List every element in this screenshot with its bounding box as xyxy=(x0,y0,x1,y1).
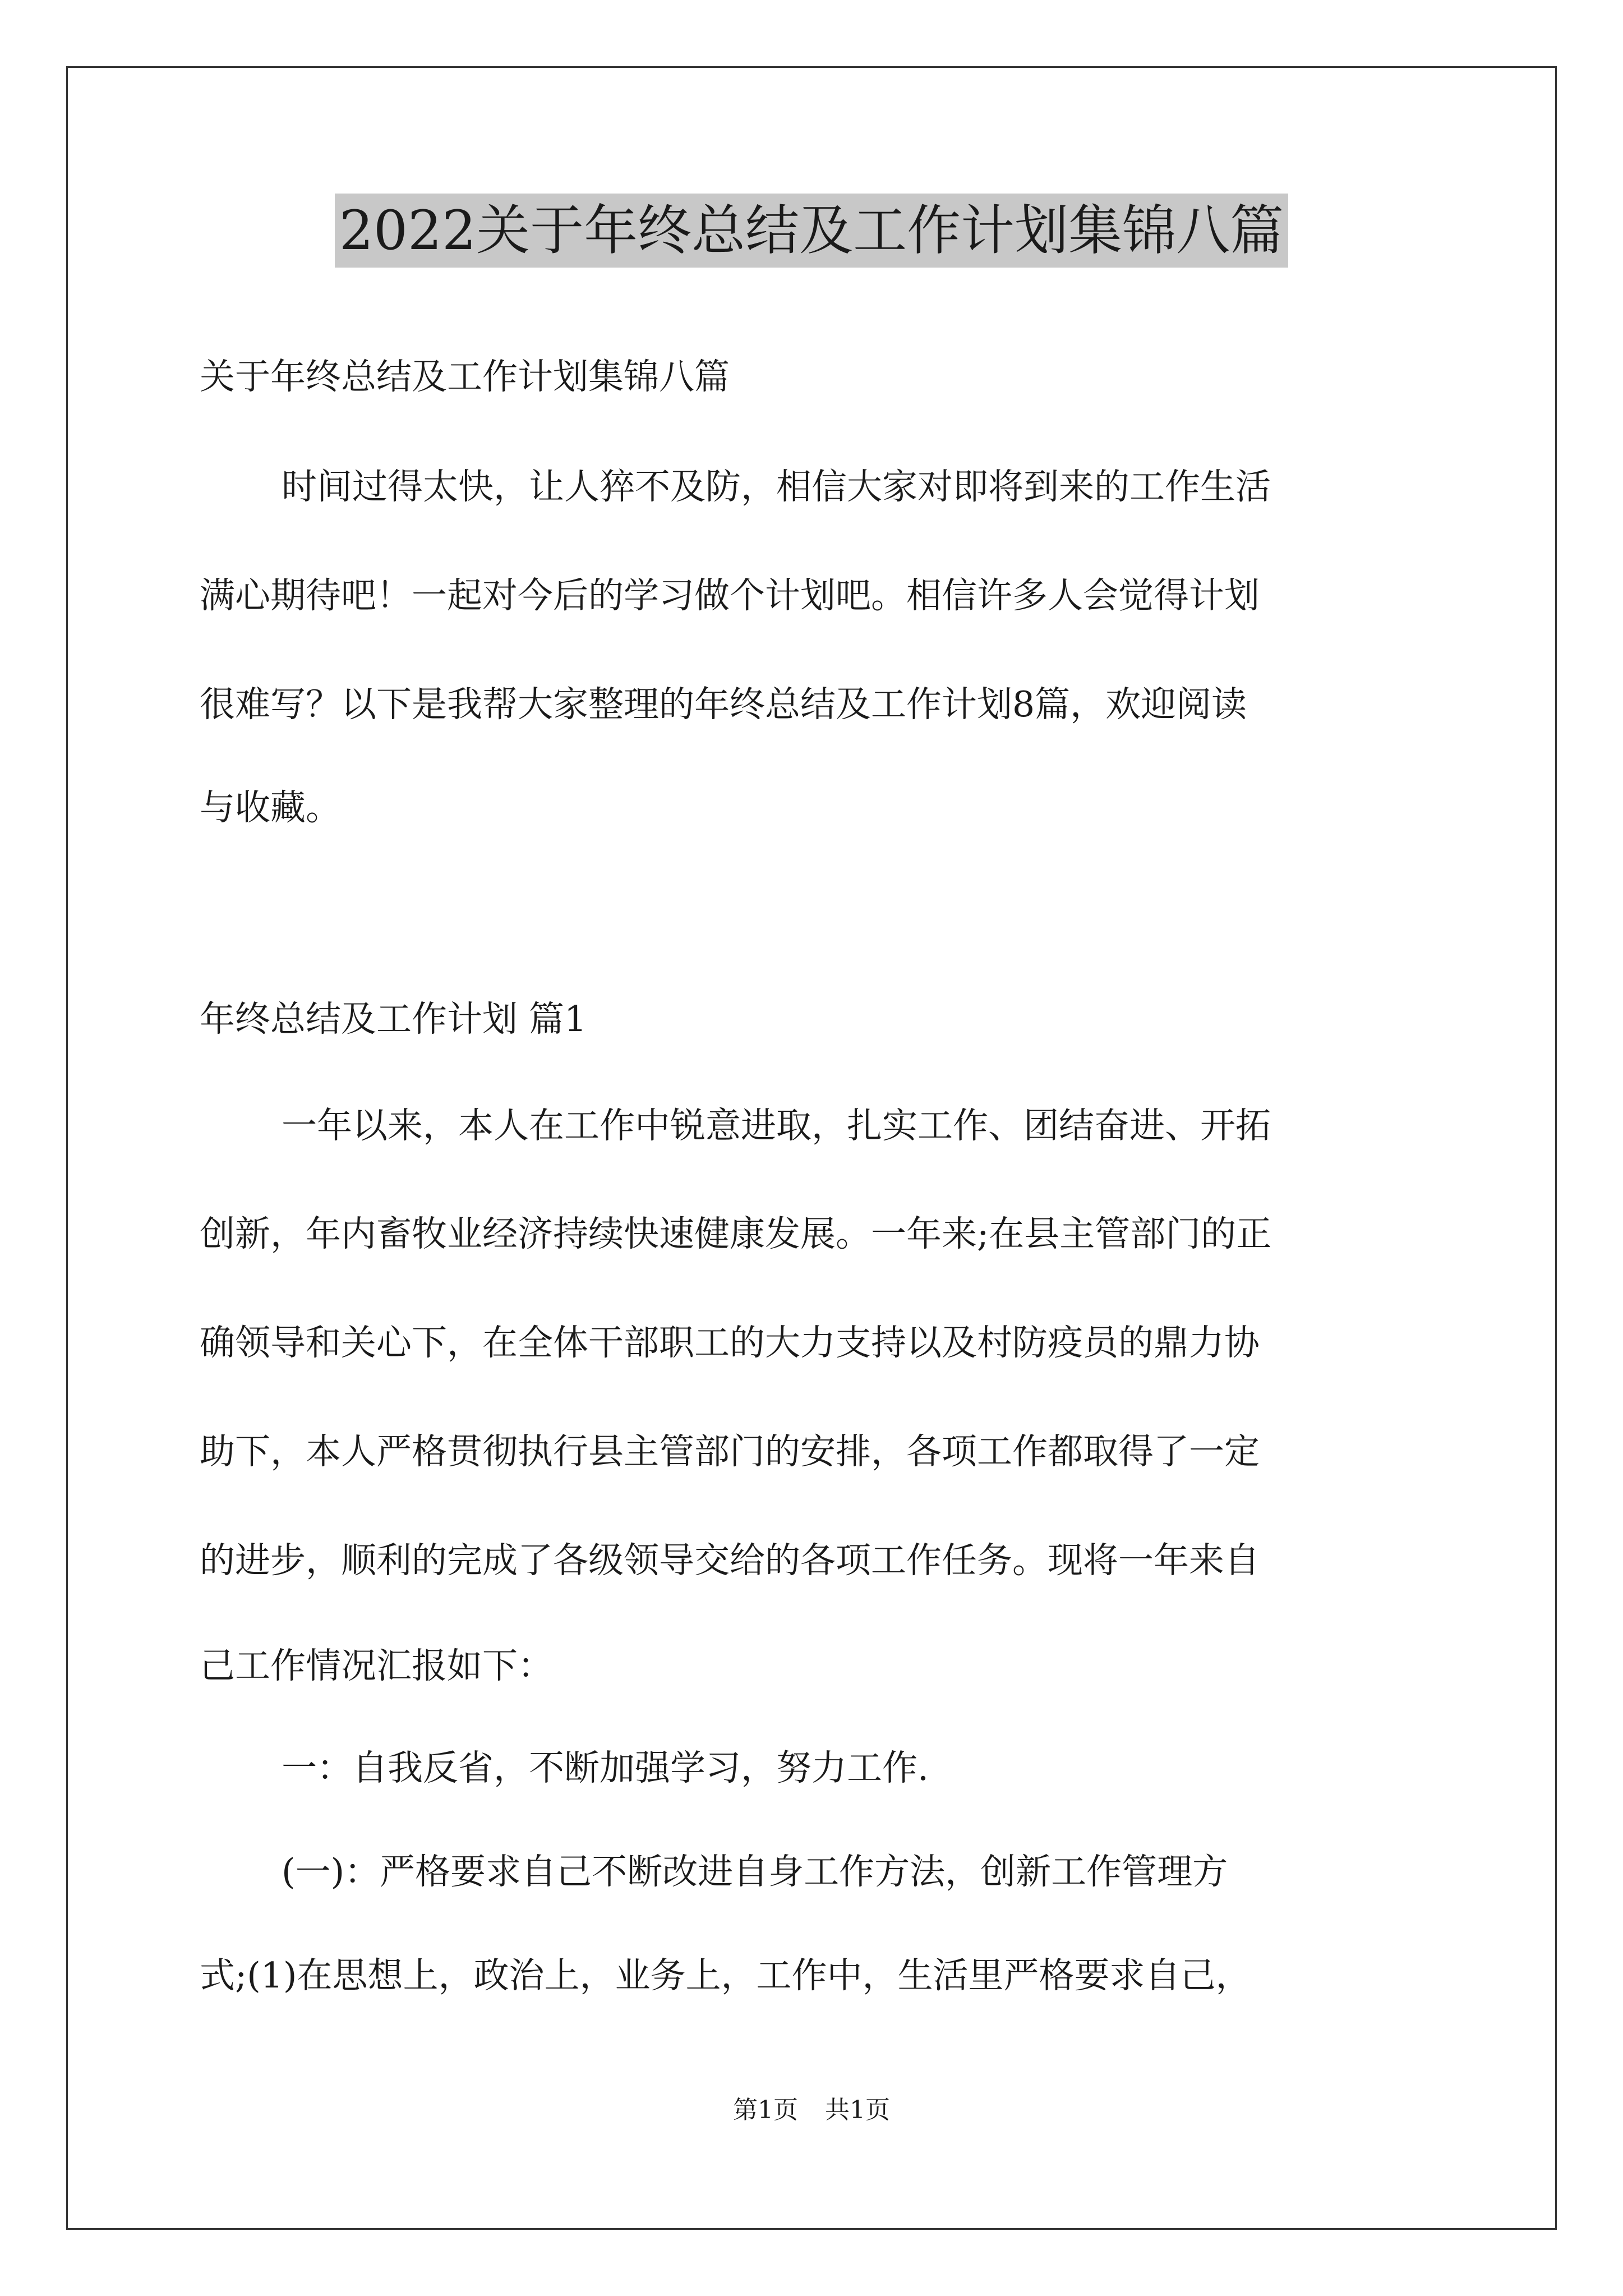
intro-line: 时间过得太快，让人猝不及防，相信大家对即将到来的工作生活 xyxy=(282,466,1271,507)
body-line: (一)：严格要求自己不断改进自身工作方法，创新工作管理方 xyxy=(282,1851,1228,1892)
body-line: 己工作情况汇报如下： xyxy=(200,1645,553,1686)
section-heading: 年终总结及工作计划 篇1 xyxy=(200,999,587,1039)
page-number-total: 共1页 xyxy=(825,2096,890,2124)
intro-line: 很难写？以下是我帮大家整理的年终总结及工作计划8篇，欢迎阅读 xyxy=(200,684,1247,725)
intro-line: 满心期待吧！一起对今后的学习做个计划吧。相信许多人会觉得计划 xyxy=(200,575,1260,616)
document-title-text: 2022关于年终总结及工作计划集锦八篇 xyxy=(335,194,1288,268)
document-title xyxy=(0,194,1623,268)
page-footer xyxy=(0,2098,1623,2123)
body-line: 确领导和关心下，在全体干部职工的大力支持以及村防疫员的鼎力协 xyxy=(200,1322,1260,1363)
body-line: 助下，本人严格贯彻执行县主管部门的安排，各项工作都取得了一定 xyxy=(200,1431,1260,1472)
intro-line: 与收藏。 xyxy=(200,787,341,828)
page-number-current: 第1页 xyxy=(733,2096,798,2124)
body-line: 创新，年内畜牧业经济持续快速健康发展。一年来;在县主管部门的正 xyxy=(200,1213,1272,1254)
body-line: 一年以来，本人在工作中锐意进取，扎实工作、团结奋进、开拓 xyxy=(282,1105,1271,1146)
body-line: 一：自我反省，不断加强学习，努力工作. xyxy=(282,1747,929,1788)
document-subtitle: 关于年终总结及工作计划集锦八篇 xyxy=(200,356,730,397)
body-line: 的进步，顺利的完成了各级领导交给的各项工作任务。现将一年来自 xyxy=(200,1540,1260,1581)
body-line: 式;(1)在思想上，政治上，业务上，工作中，生活里严格要求自己， xyxy=(200,1955,1251,1996)
